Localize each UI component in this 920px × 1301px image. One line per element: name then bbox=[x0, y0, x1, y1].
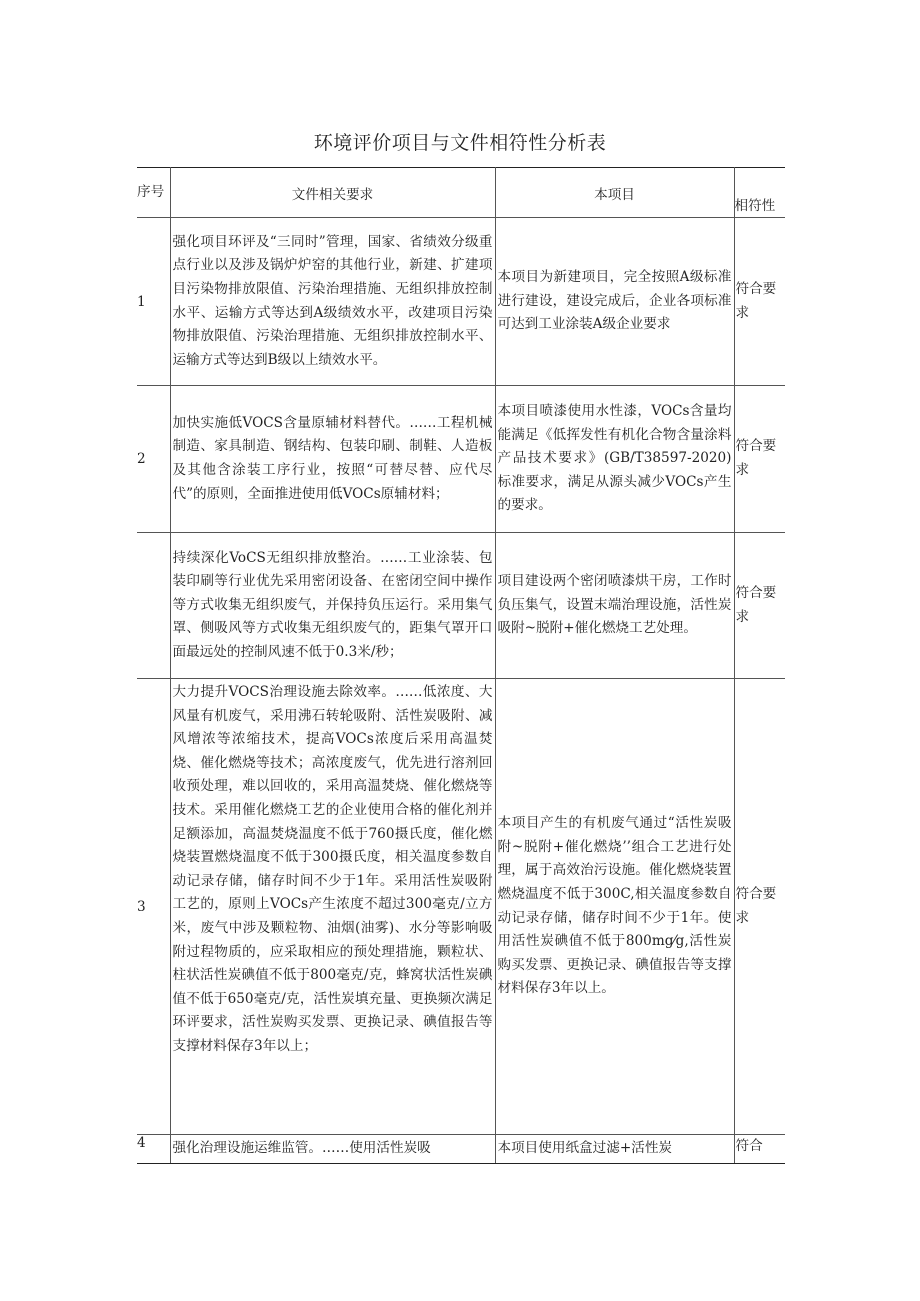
analysis-table bbox=[137, 167, 785, 1164]
row-conformity: 符合要求 bbox=[734, 533, 785, 679]
row-seq bbox=[137, 533, 170, 679]
row-project: 本项目产生的有机废气通过“活性炭吸附~脱附+催化燃烧’’组合工艺进行处理，属于高效治污设施。催化燃烧装置燃烧温度不低于300C,相关温度参数自动记录存储，储存时间不少于1年。使用活性炭碘值不低于800mg⁄g,活性炭购买发票、更换记录、碘值报告等支撑材料保存3年以上。 bbox=[495, 679, 734, 1135]
row-project: 本项目为新建项目，完全按照A级标准进行建设，建设完成后，企业各项标准可达到工业涂装A级企业要求 bbox=[495, 218, 734, 386]
header-requirement: 文件相关要求 bbox=[170, 168, 495, 218]
row-requirement: 持续深化VoCS无组织排放整治。……工业涂装、包装印刷等行业优先采用密闭设备、在密闭空间中操作等方式收集无组织废气，并保持负压运行。采用集气罩、侧吸风等方式收集无组织废气的，距集气罩开口面最远处的控制风速不低于0.3米/秒； bbox=[170, 533, 495, 679]
table-row bbox=[137, 1135, 785, 1164]
header-seq: 序号 bbox=[137, 168, 170, 218]
row-project: 本项目喷漆使用水性漆，VOCs含量均能满足《低挥发性有机化合物含量涂料产品技术要求》(GB/T38597-2020)标准要求，满足从源头减少VOCs产生的要求。 bbox=[495, 386, 734, 533]
table-header-row bbox=[137, 168, 785, 218]
table-row bbox=[137, 218, 785, 386]
row-seq: 4 bbox=[137, 1135, 170, 1164]
row-conformity: 符合要求 bbox=[734, 386, 785, 533]
row-requirement: 强化项目环评及“三同时”管理，国家、省绩效分级重点行业以及涉及锅炉炉窑的其他行业，新建、扩建项目污染物排放限值、污染治理措施、无组织排放控制水平、运输方式等达到A级绩效水平，改建项目污染物排放限值、污染治理措施、无组织排放控制水平、运输方式等达到B级以上绩效水平。 bbox=[170, 218, 495, 386]
header-conformity: 相符性 bbox=[734, 168, 785, 218]
row-seq: 1 bbox=[137, 218, 170, 386]
row-conformity: 符合要求 bbox=[734, 679, 785, 1135]
table-row bbox=[137, 679, 785, 1135]
row-requirement: 加快实施低VOCS含量原辅材料替代。……工程机械制造、家具制造、钢结构、包装印刷、制鞋、人造板及其他含涂装工序行业，按照“可替尽替、应代尽代”的原则，全面推进使用低VOCs原辅材料； bbox=[170, 386, 495, 533]
table-row bbox=[137, 386, 785, 533]
page-title: 环境评价项目与文件相符性分析表 bbox=[313, 132, 607, 154]
table-row bbox=[137, 533, 785, 679]
row-seq: 3 bbox=[137, 679, 170, 1135]
row-seq: 2 bbox=[137, 386, 170, 533]
row-project: 本项目使用纸盒过滤+活性炭 bbox=[495, 1135, 734, 1164]
header-project: 本项目 bbox=[495, 168, 734, 218]
row-conformity: 符合要求 bbox=[734, 218, 785, 386]
row-requirement: 大力提升VOCS治理设施去除效率。……低浓度、大风量有机废气，采用沸石转轮吸附、活性炭吸附、减风增浓等浓缩技术，提高VOCs浓度后采用高温焚烧、催化燃烧等技术；高浓度废气，优先进行溶剂回收预处理，难以回收的，采用高温焚烧、催化燃烧等技术。采用催化燃烧工艺的企业使用合格的催化剂并足额添加，高温焚烧温度不低于760摄氏度，催化燃烧装置燃烧温度不低于300摄氏度，相关温度参数自动记录存储，储存时间不少于1年。采用活性炭吸附工艺的，原则上VOCs产生浓度不超过300毫克/立方米，废气中涉及颗粒物、油烟(油雾)、水分等影响吸附过程物质的，应采取相应的预处理措施，颗粒状、柱状活性炭碘值不低于800毫克/克，蜂窝状活性炭碘值不低于650毫克/克，活性炭填充量、更换频次满足环评要求，活性炭购买发票、更换记录、碘值报告等支撑材料保存3年以上； bbox=[170, 679, 495, 1135]
row-requirement: 强化治理设施运维监管。……使用活性炭吸 bbox=[170, 1135, 495, 1164]
row-conformity: 符合 bbox=[734, 1135, 785, 1164]
row-project: 项目建设两个密闭喷漆烘干房，工作时负压集气，设置末端治理设施，活性炭吸附~脱附+催化燃烧工艺处理。 bbox=[495, 533, 734, 679]
